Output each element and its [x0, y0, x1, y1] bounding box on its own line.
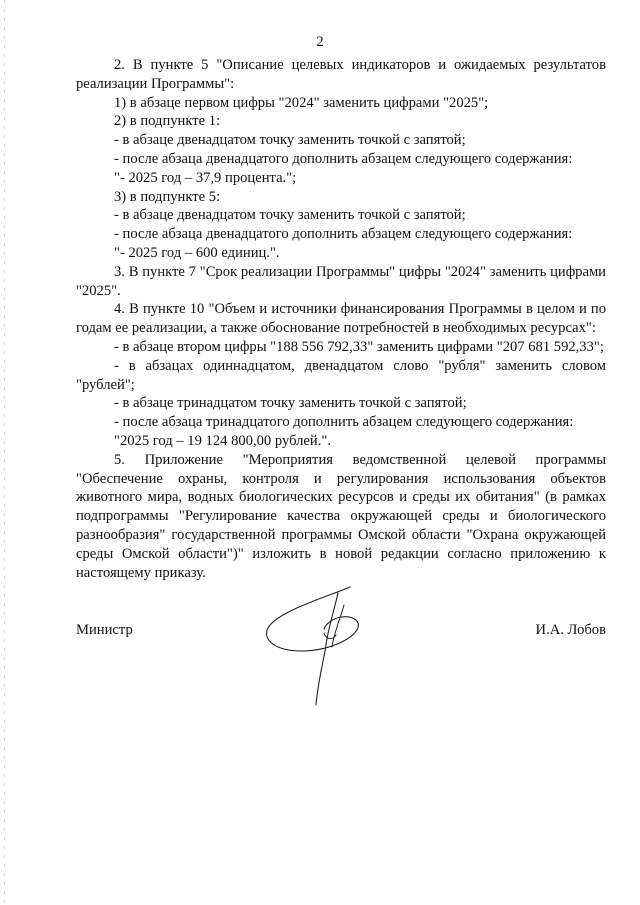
paragraph-sub-3: 3) в подпункте 5:: [114, 188, 221, 205]
paragraph-4-a: - в абзаце втором цифры "188 556 792,33" заменить цифрами "207 681 592,33";: [114, 338, 604, 355]
paragraph-5-appendix: 5. Приложение "Мероприятия ведомственной целевой программы "Обеспечение охраны, контроля и регулирования использования объектов животного мира, водных биологических ресурсов и среды их обитания" (в рамках подпрограммы "Регулирование качества окружающей среды и биологического разнообразия" государственной программы Омской области "Охрана окружающей среды Омской области")" изложить в новой редакции согласно приложению к настоящему приказу.: [76, 451, 606, 581]
handwritten-signature: [262, 585, 382, 710]
paragraph-sub-2-b: - после абзаца двенадцатого дополнить абзацем следующего содержания:: [114, 150, 573, 167]
paragraph-4-b: - в абзацах одиннадцатом, двенадцатом слово "рубля" заменить словом "рублей";: [76, 357, 606, 393]
scan-edge-mark: [4, 0, 5, 905]
paragraph-sub-1: 1) в абзаце первом цифры "2024" заменить цифрами "2025";: [114, 94, 489, 111]
page-number: 2: [316, 34, 324, 50]
paragraph-4-d: - после абзаца тринадцатого дополнить абзацем следующего содержания:: [114, 414, 574, 431]
paragraph-sub-2: 2) в подпункте 1:: [114, 113, 221, 130]
signer-title: Министр: [76, 622, 133, 638]
paragraph-4-quote: "2025 год – 19 124 800,00 рублей.".: [114, 432, 331, 449]
paragraph-4-item-10: 4. В пункте 10 "Объем и источники финансирования Программы в целом и по годам ее реализации, а также обоснование потребностей в необходимых ресурсах":: [76, 301, 606, 337]
document-body: [76, 56, 606, 582]
paragraph-sub-3-a: - в абзаце двенадцатом точку заменить точкой с запятой;: [114, 207, 466, 224]
paragraph-2-item-5: 2. В пункте 5 "Описание целевых индикаторов и ожидаемых результатов реализации Программы":: [76, 57, 606, 92]
paragraph-3-item-7: 3. В пункте 7 "Срок реализации Программы" цифры "2024" заменить цифрами "2025".: [76, 263, 606, 299]
paragraph-4-c: - в абзаце тринадцатом точку заменить точкой с запятой;: [114, 395, 467, 412]
signer-name: И.А. Лобов: [535, 622, 606, 638]
paragraph-sub-2-quote: "- 2025 год – 37,9 процента.";: [114, 169, 297, 186]
paragraph-sub-3-quote: "- 2025 год – 600 единиц.".: [114, 244, 280, 261]
paragraph-sub-3-b: - после абзаца двенадцатого дополнить абзацем следующего содержания:: [114, 226, 573, 243]
paragraph-sub-2-a: - в абзаце двенадцатом точку заменить точкой с запятой;: [114, 132, 466, 149]
